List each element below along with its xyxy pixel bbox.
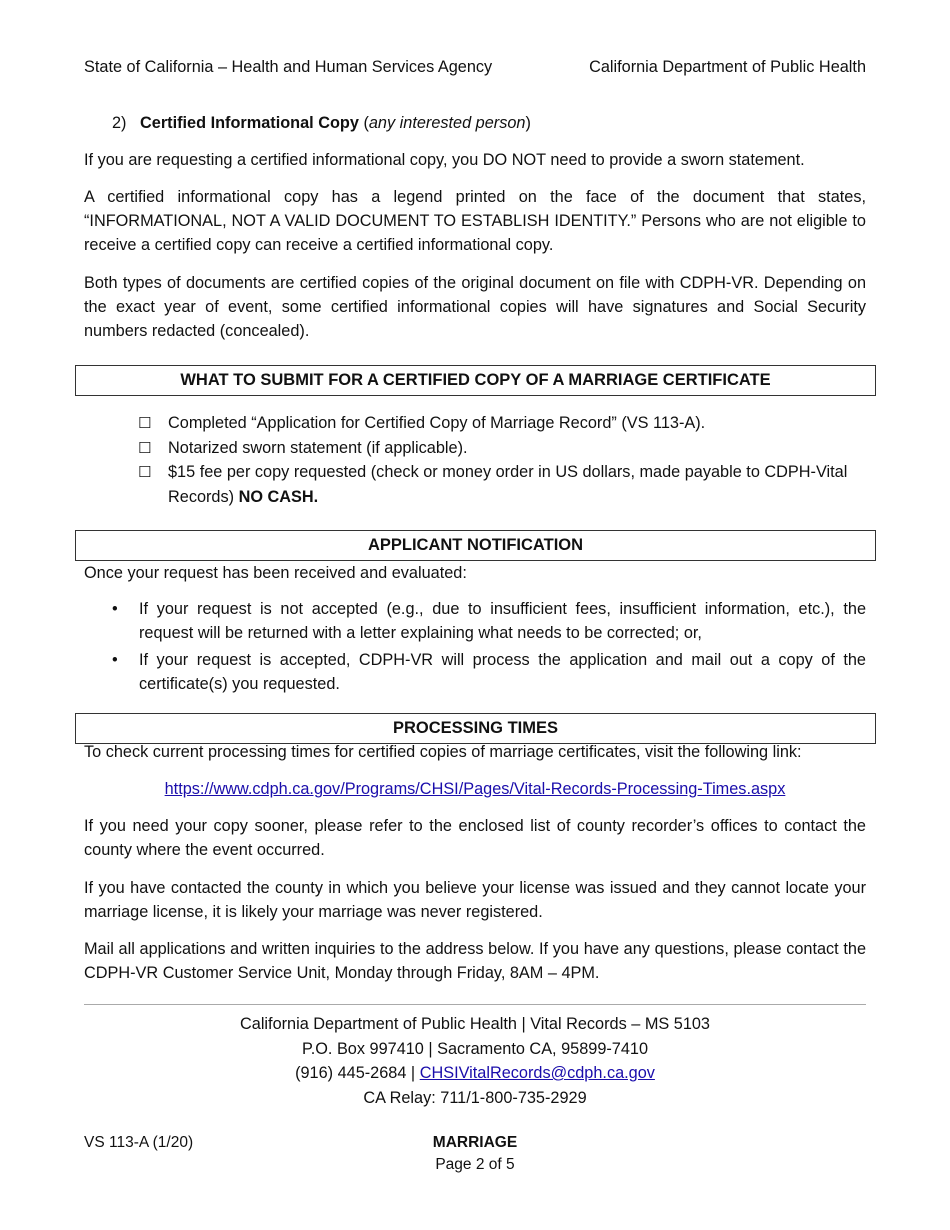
- processing-paragraph-2: If you have contacted the county in which you believe your license was issued and they cannot locate your marriage license, it is likely your marriage was never registered.: [84, 879, 866, 921]
- checklist-item: [138, 436, 866, 461]
- checkbox-icon: ☐: [138, 463, 152, 481]
- processing-paragraph-3: Mail all applications and written inquiries to the address below. If you have any questions, please contact the CDPH-VR Customer Service Unit, Monday through Friday, 8AM – 4PM.: [84, 940, 866, 982]
- header-department: California Department of Public Health: [589, 58, 866, 76]
- submit-checklist: [138, 411, 866, 509]
- processing-times-link[interactable]: https://www.cdph.ca.gov/Programs/CHSI/Pages/Vital-Records-Processing-Times.aspx: [164, 780, 786, 798]
- informational-paragraph-2: A certified informational copy has a legend printed on the face of the document that states, “INFORMATIONAL, NOT A VALID DOCUMENT TO ESTABLISH IDENTITY.” Persons who are not eligible to receive a certified copy can receive a certified informational copy.: [84, 188, 866, 254]
- informational-copy-audience: any interested person: [368, 114, 526, 132]
- bullet-icon: •: [112, 651, 118, 669]
- checklist-item: [138, 460, 866, 509]
- notification-bullet-text: If your request is accepted, CDPH-VR will process the application and mail out a copy of the certificate(s) you requested.: [139, 651, 866, 693]
- processing-paragraph-1: If you need your copy sooner, please refer to the enclosed list of county recorder’s offices to contact the county where the event occurred.: [84, 817, 866, 859]
- processing-intro: To check current processing times for certified copies of marriage certificates, visit the following link:: [84, 743, 802, 761]
- checklist-item: [138, 411, 866, 436]
- bullet-icon: •: [112, 600, 118, 618]
- checklist-item-text: $15 fee per copy requested (check or money order in US dollars, made payable to CDPH-Vital Records): [168, 463, 848, 506]
- notification-bullet: [112, 649, 866, 696]
- contact-line: [0, 1061, 950, 1085]
- notification-intro: Once your request has been received and evaluated:: [84, 564, 467, 582]
- informational-paragraph-3: Both types of documents are certified copies of the original document on file with CDPH-VR. Depending on the exact year of event, some certified informational copies will have signatures and Social Security numbers redacted (concealed).: [84, 274, 866, 340]
- address-line-1: California Department of Public Health | Vital Records – MS 5103: [240, 1015, 710, 1033]
- checkbox-icon: ☐: [138, 438, 152, 457]
- phone-number: (916) 445-2684 |: [295, 1064, 420, 1082]
- informational-copy-heading: 2) Certified Informational Copy (any interested person): [112, 111, 531, 135]
- section-number: 2): [112, 114, 127, 132]
- checklist-item-text: Notarized sworn statement (if applicable).: [168, 438, 468, 457]
- submit-section-heading: WHAT TO SUBMIT FOR A CERTIFIED COPY OF A MARRIAGE CERTIFICATE: [75, 365, 876, 396]
- address-line-2: P.O. Box 997410 | Sacramento CA, 95899-7410: [301, 1040, 649, 1058]
- footer-divider: [84, 1004, 866, 1005]
- notification-bullets: [112, 598, 866, 696]
- document-type: MARRIAGE: [432, 1134, 518, 1151]
- notification-bullet-text: If your request is not accepted (e.g., due to insufficient fees, insufficient information, etc.), the request will be returned with a letter explaining what needs to be corrected; or,: [139, 600, 866, 642]
- page-number: Page 2 of 5: [435, 1156, 515, 1173]
- notification-bullet: [112, 598, 866, 645]
- informational-paragraph-1: If you are requesting a certified informational copy, you DO NOT need to provide a sworn statement.: [84, 151, 805, 169]
- header-agency: State of California – Health and Human Services Agency: [84, 58, 493, 76]
- email-link[interactable]: CHSIVitalRecords@cdph.ca.gov: [419, 1064, 655, 1082]
- checklist-item-text: Completed “Application for Certified Copy of Marriage Record” (VS 113-A).: [168, 414, 706, 432]
- checkbox-icon: ☐: [138, 414, 152, 432]
- notification-section-heading: APPLICANT NOTIFICATION: [75, 530, 876, 561]
- form-id: VS 113-A (1/20): [84, 1134, 194, 1151]
- informational-copy-title: Certified Informational Copy: [140, 114, 359, 132]
- processing-link-line: [0, 777, 950, 801]
- processing-section-heading: PROCESSING TIMES: [75, 713, 876, 744]
- relay-line: CA Relay: 711/1-800-735-2929: [363, 1089, 587, 1107]
- no-cash-notice: NO CASH.: [238, 487, 319, 506]
